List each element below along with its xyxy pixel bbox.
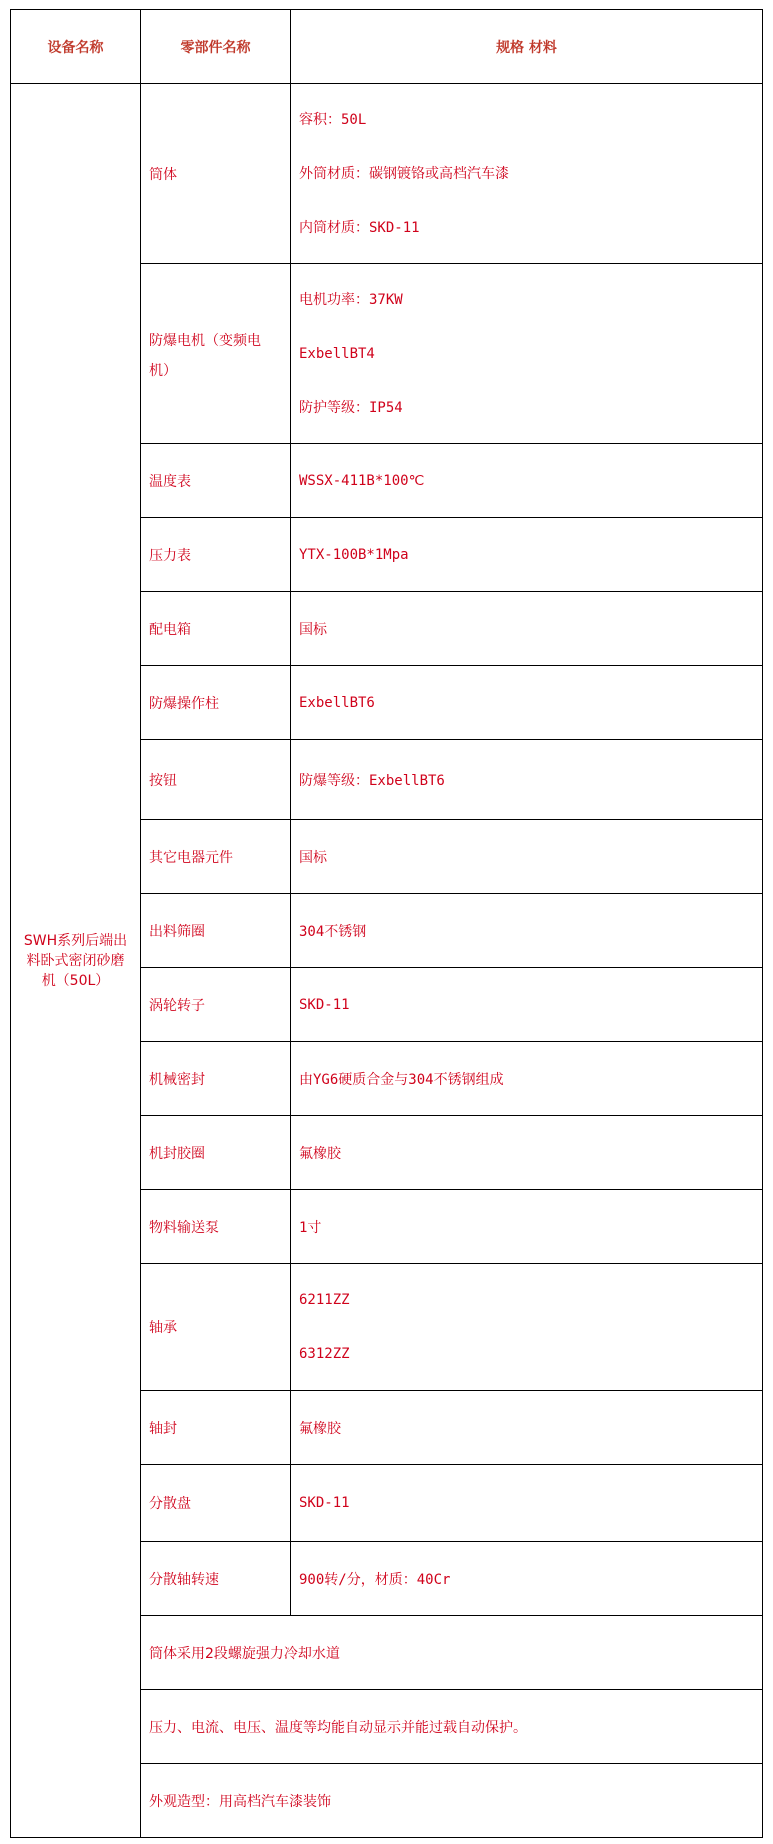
spec-cell: WSSX-411B*100℃ <box>291 444 763 518</box>
spec-cell: 国标 <box>291 592 763 666</box>
note-cell: 筒体采用2段螺旋强力冷却水道 <box>141 1616 763 1690</box>
part-name-cell: 机械密封 <box>141 1042 291 1116</box>
spec-cell <box>291 264 763 444</box>
spec-line: 内筒材质：SKD-11 <box>299 219 420 236</box>
spec-cell <box>291 1264 763 1391</box>
spec-line: 6211ZZ <box>299 1292 350 1308</box>
note-cell: 压力、电流、电压、温度等均能自动显示并能过载自动保护。 <box>141 1690 763 1764</box>
spec-cell: 由YG6硬质合金与304不锈钢组成 <box>291 1042 763 1116</box>
device-name-cell <box>11 84 141 1838</box>
part-name-line: 防爆电机（变频电 <box>149 332 261 349</box>
part-name-cell: 其它电器元件 <box>141 820 291 894</box>
part-name-cell <box>141 264 291 444</box>
spec-cell: 氟橡胶 <box>291 1391 763 1465</box>
device-name-line: SWH系列后端出 <box>23 932 128 949</box>
spec-cell: 防爆等级：ExbellBT6 <box>291 740 763 820</box>
spec-cell: 氟橡胶 <box>291 1116 763 1190</box>
part-name-cell: 配电箱 <box>141 592 291 666</box>
spec-cell: 900转/分，材质：40Cr <box>291 1542 763 1616</box>
part-name-cell: 防爆操作柱 <box>141 666 291 740</box>
note-cell: 外观造型：用高档汽车漆装饰 <box>141 1764 763 1838</box>
header-device-name: 设备名称 <box>11 10 141 84</box>
spec-cell: ExbellBT6 <box>291 666 763 740</box>
spec-cell: 1寸 <box>291 1190 763 1264</box>
device-name-line: 料卧式密闭砂磨 <box>26 952 125 969</box>
part-name-line: 机） <box>149 362 177 379</box>
part-name-cell: 出料筛圈 <box>141 894 291 968</box>
table-row <box>11 84 763 264</box>
spec-cell: 国标 <box>291 820 763 894</box>
spec-cell <box>291 84 763 264</box>
part-name-cell: 温度表 <box>141 444 291 518</box>
spec-cell: YTX-100B*1Mpa <box>291 518 763 592</box>
part-name-cell: 按钮 <box>141 740 291 820</box>
device-name-line: 机（50L） <box>41 972 110 989</box>
spec-line: 6312ZZ <box>299 1346 350 1362</box>
spec-cell: 304不锈钢 <box>291 894 763 968</box>
spec-line: 容积：50L <box>299 111 367 128</box>
spec-cell: SKD-11 <box>291 1465 763 1542</box>
part-name-cell: 机封胶圈 <box>141 1116 291 1190</box>
part-name-cell: 筒体 <box>141 84 291 264</box>
spec-cell: SKD-11 <box>291 968 763 1042</box>
part-name-cell: 涡轮转子 <box>141 968 291 1042</box>
part-name-cell: 分散盘 <box>141 1465 291 1542</box>
spec-line: 电机功率：37KW <box>299 291 403 308</box>
header-part-name: 零部件名称 <box>141 10 291 84</box>
header-row <box>11 10 763 84</box>
spec-table <box>10 9 763 1838</box>
part-name-cell: 轴封 <box>141 1391 291 1465</box>
part-name-cell: 分散轴转速 <box>141 1542 291 1616</box>
part-name-cell: 物料输送泵 <box>141 1190 291 1264</box>
header-spec-material: 规格 材料 <box>291 10 763 84</box>
spec-line: ExbellBT4 <box>299 345 375 362</box>
part-name-cell: 压力表 <box>141 518 291 592</box>
spec-line: 外筒材质：碳钢镀铬或高档汽车漆 <box>299 165 509 182</box>
part-name-cell: 轴承 <box>141 1264 291 1391</box>
spec-line: 防护等级：IP54 <box>299 399 403 416</box>
